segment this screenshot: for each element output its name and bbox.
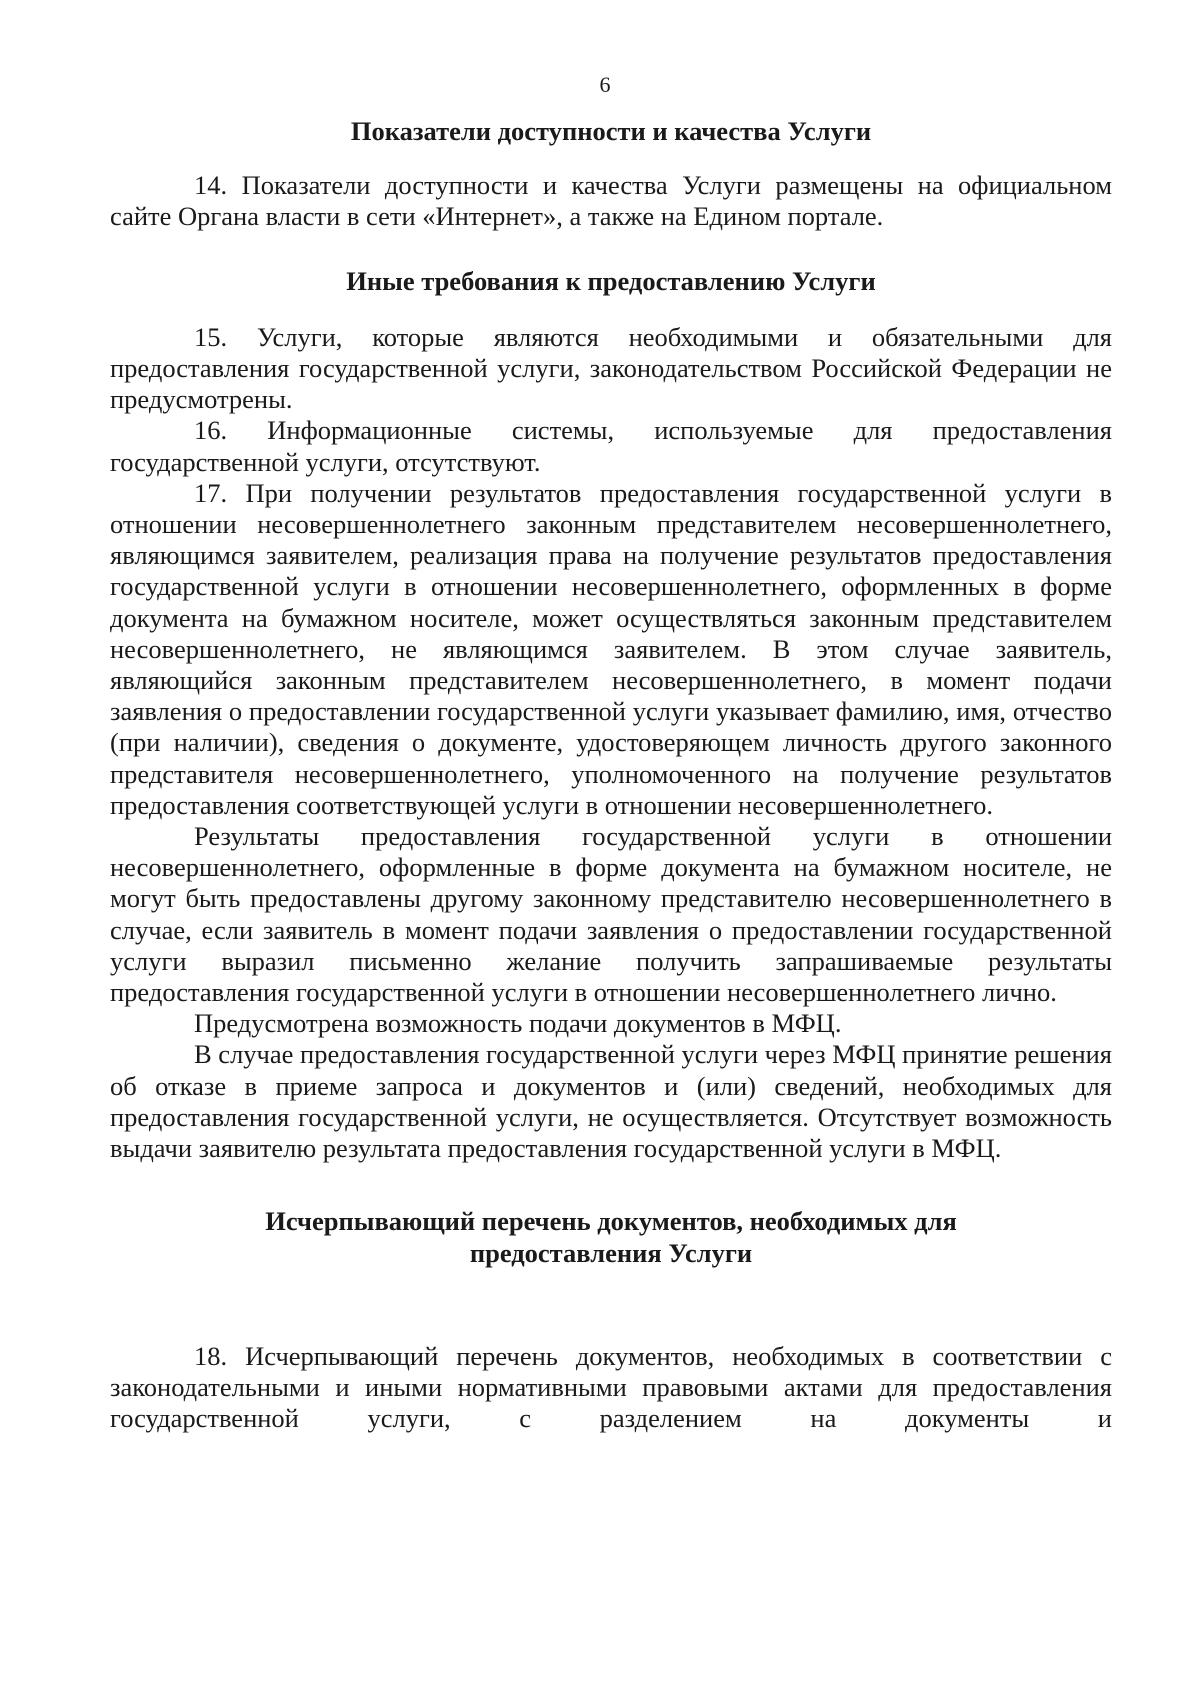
paragraph-17-results: Результаты предоставления государственной услуги в отношении несовершеннолетнего, оформленные в форме документа на бумажном носителе, не могут быть предоставлены другому законному представителю несовершеннолетнего в случае, если заявитель в момент подачи заявления о предоставлении государственной услуги выразил письменно желание получить запрашиваемые результаты предоставления государственной услуги в отношении несовершеннолетнего лично.	[110, 821, 1112, 1008]
section-heading-accessibility: Показатели доступности и качества Услуги	[350, 116, 872, 146]
section-heading-documents-list-line2: предоставления Услуги	[469, 1237, 753, 1268]
paragraph-14: 14. Показатели доступности и качества Услуги размещены на официальном сайте Органа власти в сети «Интернет», а также на Едином портале.	[110, 170, 1112, 232]
paragraph-15: 15. Услуги, которые являются необходимыми и обязательными для предоставления государственной услуги, законодательством Российской Федерации не предусмотрены.	[110, 321, 1112, 415]
paragraph-mfc-possibility: Предусмотрена возможность подачи документов в МФЦ.	[194, 1008, 842, 1039]
paragraph-mfc-refusal: В случае предоставления государственной услуги через МФЦ принятие решения об отказе в приеме запроса и документов и (или) сведений, необходимых для предоставления государственной услуги, не осуществляется. Отсутствует возможность выдачи заявителю результата предоставления государственной услуги в МФЦ.	[110, 1039, 1112, 1164]
section-heading-documents-list-line1: Исчерпывающий перечень документов, необходимых для	[265, 1206, 957, 1237]
document-body	[110, 116, 1112, 1434]
page-number: 6	[599, 72, 611, 97]
paragraph-18: 18. Исчерпывающий перечень документов, необходимых в соответствии с законодательными и иными нормативными правовыми актами для предоставления государственной услуги, с разделением на документы и	[110, 1340, 1112, 1434]
paragraph-17: 17. При получении результатов предоставления государственной услуги в отношении несовершеннолетнего законным представителем несовершеннолетнего, являющимся заявителем, реализация права на получение результатов предоставления государственной услуги в отношении несовершеннолетнего, оформленных в форме документа на бумажном носителе, может осуществляться законным представителем несовершеннолетнего, не являющимся заявителем. В этом случае заявитель, являющийся законным представителем несовершеннолетнего, в момент подачи заявления о предоставлении государственной услуги указывает фамилию, имя, отчество (при наличии), сведения о документе, удостоверяющем личность другого законного представителя несовершеннолетнего, уполномоченного на получение результатов предоставления соответствующей услуги в отношении несовершеннолетнего.	[110, 477, 1112, 820]
section-heading-other-requirements: Иные требования к предоставлению Услуги	[346, 265, 876, 296]
paragraph-16: 16. Информационные системы, используемые для предоставления государственной услуги, отсутствуют.	[110, 415, 1112, 477]
